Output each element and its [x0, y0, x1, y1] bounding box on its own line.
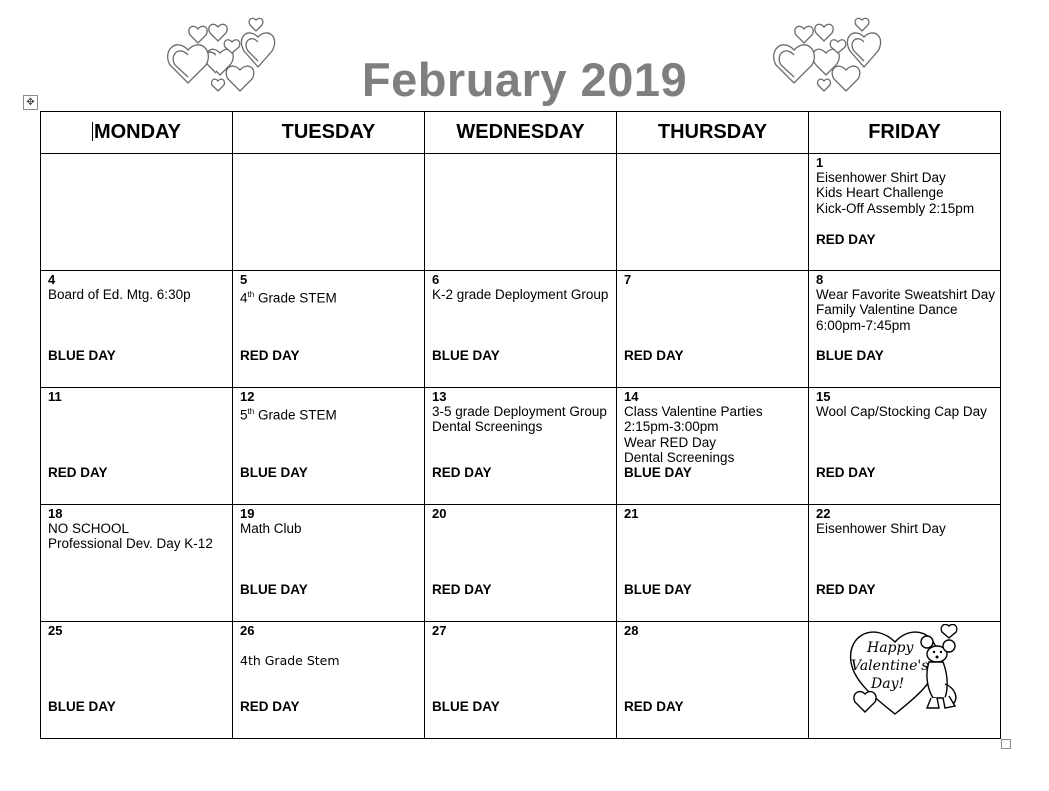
day-cell[interactable] [233, 154, 425, 271]
day-number: 1 [816, 155, 824, 170]
day-cell[interactable] [809, 271, 1001, 388]
event-line: Class Valentine Parties [624, 404, 763, 419]
day-color-label: RED DAY [816, 582, 876, 597]
day-color-label: BLUE DAY [432, 348, 500, 363]
day-cell[interactable] [617, 388, 809, 505]
event-list [432, 404, 607, 435]
event-line: 4th Grade STEM [240, 290, 337, 306]
event-list [240, 287, 337, 306]
day-number: 27 [432, 623, 447, 638]
day-color-label: RED DAY [240, 699, 300, 714]
event-line: Eisenhower Shirt Day [816, 170, 946, 185]
event-line: Board of Ed. Mtg. 6:30p [48, 287, 191, 302]
day-cell[interactable] [425, 505, 617, 622]
event-list [816, 521, 946, 536]
day-color-label: BLUE DAY [48, 699, 116, 714]
day-color-label: BLUE DAY [624, 582, 692, 597]
day-cell[interactable] [617, 271, 809, 388]
day-cell[interactable] [233, 388, 425, 505]
day-cell[interactable] [425, 154, 617, 271]
day-number: 14 [624, 389, 639, 404]
day-number: 12 [240, 389, 255, 404]
event-line: Kids Heart Challenge [816, 185, 944, 201]
event-line [816, 216, 974, 231]
day-cell[interactable] [809, 388, 1001, 505]
day-number: 26 [240, 623, 255, 638]
day-color-label: RED DAY [240, 348, 300, 363]
day-number: 7 [624, 272, 632, 287]
week-row [41, 622, 1001, 739]
day-number: 28 [624, 623, 639, 638]
day-number: 15 [816, 389, 831, 404]
event-line: 5th Grade STEM [240, 407, 337, 423]
day-color-label: BLUE DAY [624, 465, 692, 480]
day-cell[interactable] [41, 505, 233, 622]
weekday-header-row [41, 112, 1001, 154]
text-cursor [92, 122, 93, 141]
day-number: 19 [240, 506, 255, 521]
day-cell[interactable] [233, 271, 425, 388]
event-list [48, 521, 213, 552]
weekday-header: TUESDAY [233, 112, 425, 154]
valentine-mouse-icon [845, 624, 965, 725]
day-number: 20 [432, 506, 447, 521]
day-number: 5 [240, 272, 248, 287]
move-handle-icon[interactable]: ✥ [23, 95, 38, 110]
weekday-header: THURSDAY [617, 112, 809, 154]
event-line: Eisenhower Shirt Day [816, 521, 946, 536]
day-cell[interactable] [425, 622, 617, 739]
event-line: Wear Favorite Sweatshirt Day [816, 287, 996, 302]
week-row [41, 271, 1001, 388]
day-color-label: BLUE DAY [48, 348, 116, 363]
day-cell[interactable] [617, 505, 809, 622]
day-color-label: RED DAY [624, 699, 684, 714]
event-line: Wool Cap/Stocking Cap Day [816, 404, 987, 419]
day-cell[interactable] [41, 154, 233, 271]
event-line: Kick-Off Assembly 2:15pm [816, 200, 975, 216]
day-number: 21 [624, 506, 639, 521]
event-line: Math Club [240, 521, 302, 536]
day-number: 4 [48, 272, 56, 287]
day-cell[interactable] [233, 622, 425, 739]
resize-handle-icon[interactable] [1001, 739, 1011, 749]
day-number: 22 [816, 506, 831, 521]
event-list [240, 653, 340, 668]
day-color-label: BLUE DAY [816, 348, 884, 363]
event-line: 2:15pm-3:00pm [624, 419, 719, 435]
weekday-header: FRIDAY [809, 112, 1001, 154]
day-number: 25 [48, 623, 63, 638]
event-line: Dental Screenings [624, 450, 735, 466]
event-line: Professional Dev. Day K-12 [48, 536, 213, 552]
day-number: 13 [432, 389, 447, 404]
event-line: Wear RED Day [624, 434, 717, 450]
day-number: 8 [816, 272, 824, 287]
event-list [432, 287, 608, 302]
page-title: February 2019 [361, 53, 688, 106]
event-line: RED DAY [816, 231, 876, 247]
valentine-card-text: Happy [867, 640, 914, 656]
event-list [240, 404, 337, 423]
week-row [41, 388, 1001, 505]
event-line: NO SCHOOL [48, 521, 130, 536]
event-line: 3-5 grade Deployment Group [432, 404, 607, 419]
day-color-label: BLUE DAY [240, 582, 308, 597]
event-list [48, 287, 191, 302]
valentine-card-text: Day! [871, 676, 905, 692]
valentine-card-text: Valentine's [851, 658, 929, 674]
day-number: 18 [48, 506, 63, 521]
day-color-label: BLUE DAY [240, 465, 308, 480]
event-line: 6:00pm-7:45pm [816, 317, 911, 333]
day-color-label: RED DAY [624, 348, 684, 363]
event-line: K-2 grade Deployment Group [432, 287, 609, 302]
day-number: 6 [432, 272, 440, 287]
day-cell[interactable] [617, 622, 809, 739]
day-color-label: RED DAY [816, 465, 876, 480]
event-line: 4th Grade Stem [240, 653, 340, 668]
day-color-label: BLUE DAY [432, 699, 500, 714]
day-cell[interactable] [809, 505, 1001, 622]
day-cell[interactable] [41, 622, 233, 739]
day-color-label: RED DAY [432, 465, 492, 480]
day-cell[interactable] [425, 388, 617, 505]
event-line: Dental Screenings [432, 419, 543, 435]
event-list [240, 521, 302, 536]
event-list [624, 404, 763, 466]
day-cell[interactable] [41, 388, 233, 505]
week-row [41, 505, 1001, 622]
day-color-label: RED DAY [432, 582, 492, 597]
day-cell[interactable] [809, 154, 1001, 271]
calendar-table [40, 111, 1001, 739]
weekday-header: WEDNESDAY [425, 112, 617, 154]
weekday-header: MONDAY [41, 112, 233, 154]
event-list [816, 287, 995, 333]
event-line: Family Valentine Dance [816, 302, 958, 318]
day-cell[interactable] [617, 154, 809, 271]
event-list [816, 170, 974, 247]
day-number: 11 [48, 389, 62, 404]
day-color-label: RED DAY [48, 465, 108, 480]
week-row [41, 154, 1001, 271]
event-list [816, 404, 987, 419]
day-cell[interactable] [425, 271, 617, 388]
day-cell[interactable] [41, 271, 233, 388]
day-cell[interactable] [809, 622, 1001, 739]
day-cell[interactable] [233, 505, 425, 622]
